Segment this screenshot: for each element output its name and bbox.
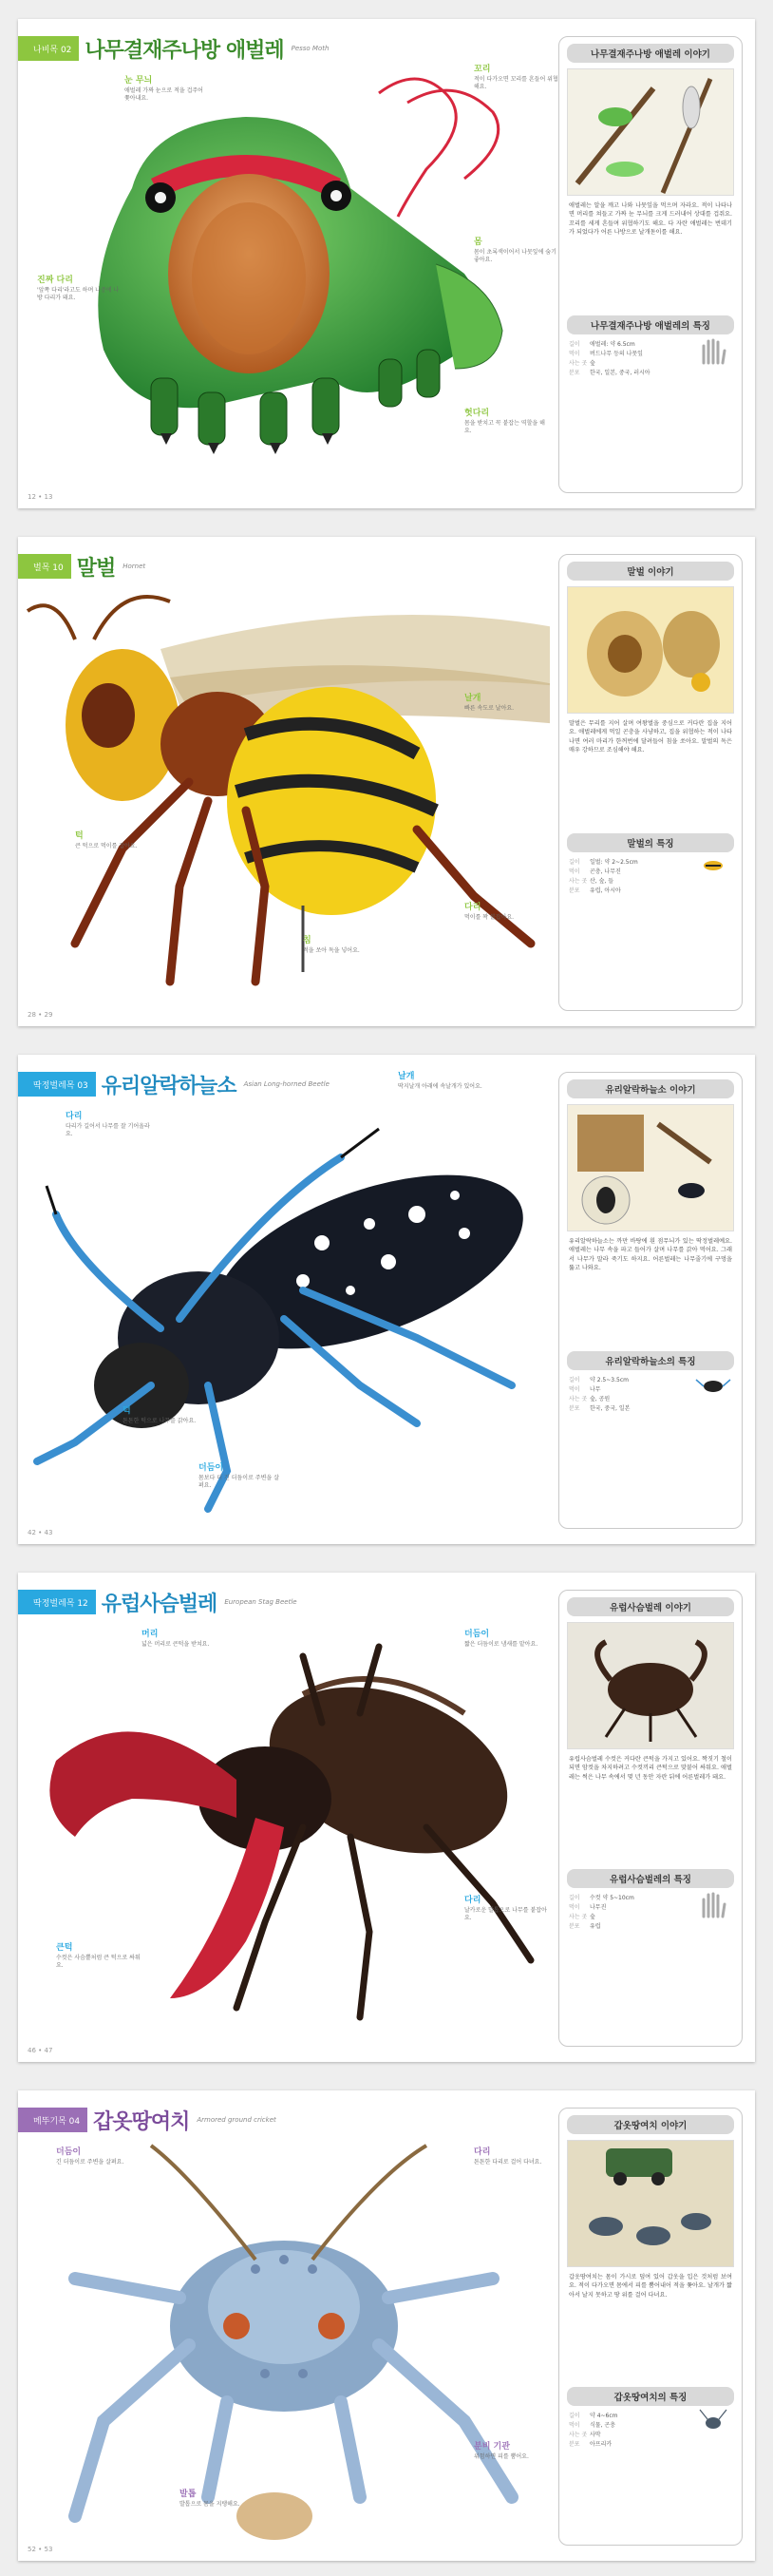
spread-page-1	[18, 19, 755, 508]
features-list: 길이 수컷 약 5~10cm 먹이 나무진 사는 곳 숲 분포 유럽	[569, 1894, 732, 1932]
story-illustration	[567, 586, 734, 714]
cricket-illustration	[18, 2136, 550, 2554]
callout-mandible: 큰턱 수컷은 사슴뿔처럼 큰 턱으로 싸워요.	[56, 1943, 141, 1969]
callout-antenna: 더듬이 긴 더듬이로 주변을 살펴요.	[56, 2147, 124, 2166]
hand-size-icon	[694, 336, 732, 365]
info-sidebar	[558, 554, 743, 1011]
callout-legs: 진짜 다리 '앞쪽 다리'라고도 하며 나중에 나방 다리가 돼요.	[37, 276, 120, 301]
features-list: 길이 일벌: 약 2~2.5cm 먹이 곤충, 나무진 사는 곳 산, 숲, 들 분포 유럽, 아시아	[569, 858, 732, 896]
page-title: 말벌	[76, 556, 116, 581]
order-badge: 벌목 10	[18, 554, 71, 579]
story-heading: 갑옷땅여치 이야기	[567, 2115, 734, 2134]
page-number: 52 • 53	[28, 2546, 53, 2553]
story-illustration	[567, 1622, 734, 1749]
callout-stinger: 침 적을 쏘아 독을 넣어요.	[303, 936, 360, 954]
info-sidebar	[558, 2108, 743, 2546]
info-sidebar	[558, 1072, 743, 1529]
order-badge: 메뚜기목 04	[18, 2108, 87, 2132]
story-illustration	[567, 68, 734, 196]
scientific-name: Asian Long-horned Beetle	[243, 1080, 330, 1088]
hornet-size-icon	[694, 854, 732, 883]
features-heading: 나무결재주나방 애벌레의 특징	[567, 315, 734, 334]
callout-wing: 날개 딱지날개 아래에 속날개가 있어요.	[398, 1072, 482, 1090]
callout-legs: 다리 날카로운 발톱으로 나무를 붙잡아요.	[464, 1896, 547, 1921]
story-heading: 나무결재주나방 애벌레 이야기	[567, 44, 734, 63]
page-number: 28 • 29	[28, 1011, 53, 1019]
features-list: 길이 약 4~6cm 먹이 식물, 곤충 사는 곳 사막 분포 아프리카	[569, 2412, 732, 2450]
features-heading: 갑옷땅여치의 특징	[567, 2387, 734, 2406]
order-badge: 딱정벌레목 03	[18, 1072, 96, 1097]
page-number: 42 • 43	[28, 1529, 53, 1536]
callout-body: 몸 몸이 초록색이어서 나뭇잎에 숨기 좋아요.	[474, 238, 556, 263]
story-heading: 말벌 이야기	[567, 562, 734, 581]
page-title: 유리알락하늘소	[101, 1074, 236, 1098]
story-illustration	[567, 1104, 734, 1231]
order-badge: 딱정벌레목 12	[18, 1590, 96, 1614]
features-heading: 유리알락하늘소의 특징	[567, 1351, 734, 1370]
title-bar	[18, 36, 329, 61]
info-sidebar	[558, 1590, 743, 2047]
callout-secretion: 분비 기관 위험하면 피를 뿜어요.	[474, 2442, 529, 2460]
features-list: 길이 약 2.5~3.5cm 먹이 나무 사는 곳 숲, 공원 분포 한국, 중국, 일본	[569, 1376, 732, 1414]
callout-antenna: 더듬이 짧은 더듬이로 냄새를 맡아요.	[464, 1630, 538, 1648]
page-title: 유럽사슴벌레	[101, 1592, 217, 1616]
spread-page-5	[18, 2090, 755, 2561]
callout-legs: 다리 튼튼한 다리로 걸어 다녀요.	[474, 2147, 542, 2166]
features-heading: 유럽사슴벌레의 특징	[567, 1869, 734, 1888]
story-text: 유리알락하늘소는 까만 바탕에 흰 점무늬가 있는 딱정벌레예요. 애벌레는 나무 속을 파고 들어가 살며 나무를 갉아 먹어요. 그래서 나무가 말라 죽기도 하지요. 어른벌레는 나무줄기에 구멍을 뚫고 나와요.	[569, 1238, 732, 1272]
story-text: 갑옷땅여치는 몸이 가시로 덮여 있어 갑옷을 입은 것처럼 보여요. 적이 다가오면 몸에서 피를 뿜어내어 적을 쫓아요. 날개가 짧아서 날지 못하고 땅 위를 걸어 다녀요.	[569, 2274, 732, 2299]
callout-legs: 다리 먹이를 꽉 붙잡아요.	[464, 903, 515, 921]
page-number: 12 • 13	[28, 493, 53, 501]
order-badge: 나비목 02	[18, 36, 79, 61]
features-list: 길이 애벌레: 약 6.5cm 먹이 버드나무 등의 나뭇잎 사는 곳 숲 분포 한국, 일본, 중국, 러시아	[569, 340, 732, 378]
scientific-name: Armored ground cricket	[197, 2116, 276, 2124]
callout-jaw: 턱 튼튼한 턱으로 나무를 갉아요.	[123, 1406, 197, 1424]
title-bar	[18, 554, 145, 579]
cricket-size-icon	[694, 2408, 732, 2436]
callout-head: 머리 넓은 머리로 큰턱을 받쳐요.	[141, 1630, 210, 1648]
story-text: 애벌레는 알을 깨고 나와 나뭇잎을 먹으며 자라요. 적이 나타나면 머리를 쳐들고 가짜 눈 무늬를 크게 드러내어 상대를 겁줘요. 꼬리를 세게 흔들며 위협하기도 해요. 다 자란 애벌레는 번데기가 되었다가 어른 나방으로 날개돋이를 해요.	[569, 202, 732, 237]
features-heading: 말벌의 특징	[567, 833, 734, 852]
callout-legs: 다리 다리가 길어서 나무를 잘 기어올라요.	[66, 1112, 150, 1137]
callout-claw: 발톱 발톱으로 몸을 지탱해요.	[179, 2490, 240, 2508]
scientific-name: Hornet	[123, 563, 146, 570]
page-title: 나무결재주나방 애벌레	[85, 38, 284, 63]
title-bar	[18, 2108, 276, 2132]
hand-size-icon	[694, 1890, 732, 1918]
story-illustration	[567, 2140, 734, 2267]
title-bar	[18, 1072, 330, 1097]
callout-tail: 꼬리 적이 다가오면 꼬리를 흔들어 위협해요.	[474, 65, 558, 90]
story-text: 유럽사슴벌레 수컷은 커다란 큰턱을 가지고 있어요. 짝짓기 철이 되면 암컷을 차지하려고 수컷끼리 큰턱으로 맞붙어 싸워요. 애벌레는 썩은 나무 속에서 몇 년 동안 자란 뒤에 어른벌레가 돼요.	[569, 1756, 732, 1781]
stag-beetle-illustration	[18, 1618, 550, 2036]
story-text: 말벌은 무리를 지어 살며 여왕벌을 중심으로 커다란 집을 지어요. 애벌레에게 먹일 곤충을 사냥하고, 집을 위협하는 적이 나타나면 여러 마리가 한꺼번에 달려들어 침을 쏘아요. 말벌의 독은 매우 강하므로 조심해야 해요.	[569, 720, 732, 754]
callout-wing: 날개 빠른 속도로 날아요.	[464, 694, 515, 712]
callout-prolegs: 헛다리 몸을 받치고 꼭 붙잡는 역할을 해요.	[464, 409, 545, 434]
callout-antenna: 더듬이 몸보다 더 긴 더듬이로 주변을 살펴요.	[198, 1463, 279, 1489]
scientific-name: Pesso Moth	[291, 45, 330, 52]
spread-page-3	[18, 1055, 755, 1544]
scientific-name: European Stag Beetle	[224, 1598, 297, 1606]
title-bar	[18, 1590, 297, 1614]
beetle-size-icon	[694, 1372, 732, 1401]
page-title: 갑옷땅여치	[93, 2109, 190, 2134]
spread-page-2	[18, 537, 755, 1026]
page-number: 46 • 47	[28, 2047, 53, 2054]
story-heading: 유리알락하늘소 이야기	[567, 1079, 734, 1098]
story-heading: 유럽사슴벌레 이야기	[567, 1597, 734, 1616]
beetle-illustration	[18, 1100, 550, 1518]
info-sidebar	[558, 36, 743, 493]
callout-jaw: 턱 큰 턱으로 먹이를 잡아요.	[75, 831, 138, 849]
spread-page-4	[18, 1573, 755, 2062]
hornet-illustration	[18, 582, 550, 1001]
callout-eye: 눈 무늬 애벌레 가짜 눈으로 적을 겁주어 쫓아내요.	[124, 76, 203, 102]
